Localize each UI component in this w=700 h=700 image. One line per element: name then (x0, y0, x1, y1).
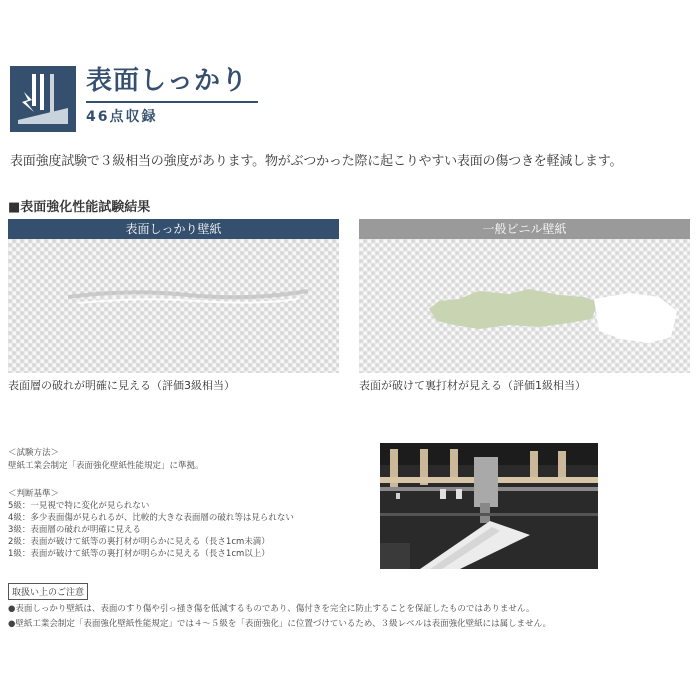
machine-image (380, 443, 598, 569)
caution-label: 取扱い上のご注意 (8, 583, 88, 600)
criteria-item: 1級：表面が破けて紙等の裏打材が明らかに見える（長さ1cm以上） (8, 549, 270, 559)
criteria-item: 3級：表面層の破れが明確に見える (8, 525, 141, 535)
criteria-heading: ＜判断基準＞ (8, 489, 60, 499)
scratch-resistance-icon (10, 66, 76, 132)
panel-header-left: 表面しっかり壁紙 (8, 219, 339, 239)
panel-caption-left: 表面層の破れが明確に見える（評価3級相当） (8, 379, 235, 392)
method-heading: ＜試験方法＞ (8, 448, 60, 458)
caution-note: ●表面しっかり壁紙は、表面のすり傷や引っ掻き傷を低減するものであり、傷付きを完全に防止することを保証したものではありません。 (8, 604, 535, 614)
pattern-count: 46点収録 (86, 109, 158, 125)
criteria-item: 2級：表面が破けて紙等の裏打材が明らかに見える（長さ1cm未満） (8, 537, 270, 547)
page-title: 表面しっかり (86, 66, 249, 96)
panel-header-right: 一般ビニル壁紙 (359, 219, 690, 239)
title-divider (86, 101, 258, 103)
method-text: 壁紙工業会制定「表面強化壁紙性能規定」に準拠。 (8, 461, 204, 471)
texture-image-left (8, 239, 339, 373)
caution-note: ●壁紙工業会制定「表面強化壁紙性能規定」では４～５級を「表面強化」に位置づけているため、３級レベルは表面強化壁紙には属しません。 (8, 619, 552, 629)
section-heading: ■表面強化性能試験結果 (8, 200, 151, 215)
caution-notes (8, 602, 551, 632)
texture-image-right (359, 239, 690, 373)
criteria-item: 4級：多少表面傷が見られるが、比較的大きな表面層の破れ等は見られない (8, 513, 294, 523)
logo-icon (10, 66, 76, 132)
criteria-list (8, 500, 294, 560)
woven-texture-image (8, 239, 339, 373)
intro-text: 表面強度試験で３級相当の強度があります。物がぶつかった際に起こりやすい表面の傷つきを軽減します。 (10, 154, 623, 169)
panel-caption-right: 表面が破けて裏打材が見える（評価1級相当） (359, 379, 586, 392)
damaged-texture-image (359, 239, 690, 373)
test-machine-photo (380, 443, 598, 569)
criteria-item: 5級：一見視で特に変化が見られない (8, 501, 150, 511)
